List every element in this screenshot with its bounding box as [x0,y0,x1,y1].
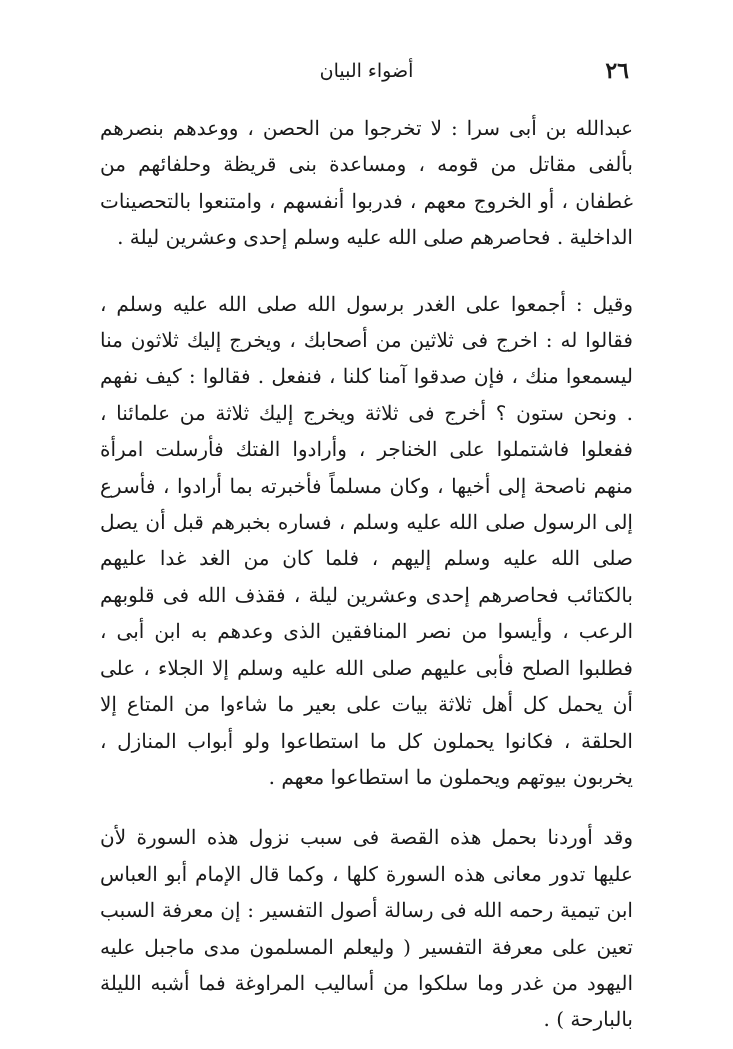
paragraph-siege: عبدالله بن أبى سرا : لا تخرجوا من الحصن ، ووعدهم بنصرهم بألفى مقاتل من قومه ، ومساعدة بنى قريظة وحلفائهم من غطفان ، أو الخروج معهم ، فدربوا أنفسهم ، وامتنعوا بالتحصينات الداخلية . فحاصرهم صلى الله عليه وسلم إحدى وعشرين ليلة . [100,116,633,250]
book-title: أضواء البيان [319,60,414,82]
paragraph-betrayal-account: وقيل : أجمعوا على الغدر برسول الله صلى الله عليه وسلم ، فقالوا له : اخرج فى ثلاثين من أصحابك ، ويخرج إليك ثلاثون منا ليسمعوا منك ، فإن صدقوا آمنا كلنا ، فنفعل . فقالوا : كيف نفهم . ونحن ستون ؟ أخرج فى ثلاثة ويخرج إليك ثلاثة من علمائنا ، ففعلوا فاشتملوا على الخناجر ، وأرادوا الفتك فأرسلت امرأة منهم ناصحة إلى أخيها ، وكان مسلماً فأخبرته بما أرادوا ، فأسرع إلى الرسول صلى الله عليه وسلم ، فساره بخبرهم قبل أن يصل صلى الله عليه وسلم إليهم ، فلما كان من الغد غدا عليهم بالكتائب فحاصرهم إحدى وعشرين ليلة ، فقذف الله فى قلوبهم الرعب ، وأيسوا من نصر المنافقين الذى وعدهم به ابن أبى ، فطلبوا الصلح فأبى عليهم صلى الله عليه وسلم إلا الجلاء ، على أن يحمل كل أهل ثلاثة بيات على بعير ما شاءوا من المتاع إلا الحلقة ، فكانوا يحملون كل ما استطاعوا ولو أبواب المنازل ، يخربون بيوتهم ويحملون ما استطاعوا معهم . [100,291,633,789]
running-head [100,58,633,88]
paragraph-commentary: وقد أوردنا بحمل هذه القصة فى سبب نزول هذه السورة لأن عليها تدور معانى هذه السورة كلها ، وكما قال الإمام أبو العباس ابن تيمية رحمه الله فى رسالة أصول التفسير : إن معرفة السبب تعين على معرفة التفسير ( وليعلم المسلمون مدى ماجبل عليه اليهود من غدر وما سلكوا من أساليب المراوغة فما أشبه الليلة بالبارحة ) . [100,825,633,1032]
page-number: ٢٦ [605,58,629,84]
body-text [100,110,633,1038]
